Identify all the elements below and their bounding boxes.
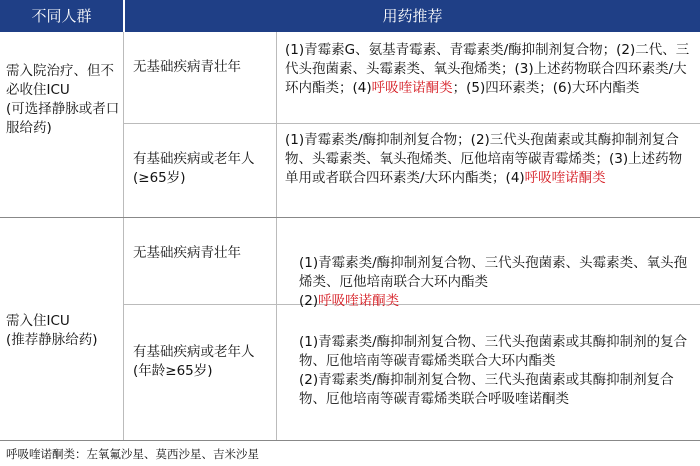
column-divider-2 [276,32,277,440]
footnote: 呼吸喹诺酮类：左氧氟沙星、莫西沙星、吉米沙星 [6,447,259,461]
population-elderly-comorbid: 有基础疾病或老年人 (年龄≥65岁) [133,344,255,379]
group-label-hospitalized: 需入院治疗、但不必收住ICU (可选择静脉或者口服给药) [6,63,120,136]
recommendation-2: (1)青霉素类/酶抑制剂复合物；(2)三代头孢菌素或其酶抑制剂复合物、头霉素类、氧头孢烯类、厄他培南等碳青霉烯类；(3)上述药物单用或者联合四环素类/大环内酯类；(4)呼吸喹诺酮类 [285,132,683,186]
highlight-fluoroquinolone: 呼吸喹诺酮类 [371,80,453,96]
group-label-icu: 需入住ICU (推荐静脉给药) [6,313,98,348]
table-header [0,0,700,32]
table-bottom-line [0,440,700,441]
recommendation-1: (1)青霉素G、氨基青霉素、青霉素类/酶抑制剂复合物；(2)二代、三代头孢菌素、头霉素类、氧头孢烯类；(3)上述药物联合四环素类/大环内酯类；(4)呼吸喹诺酮类；(5)四环素类；(6)大环内酯类 [285,42,690,96]
highlight-fluoroquinolone: 呼吸喹诺酮类 [318,293,400,309]
group-divider [0,217,700,218]
recommendation-4: (1)青霉素类/酶抑制剂复合物、三代头孢菌素或其酶抑制剂的复合物、厄他培南等碳青霉烯类联合大环内酯类 (2)青霉素类/酶抑制剂复合物、三代头孢菌素或其酶抑制剂复合物、厄他培南等碳青霉烯类联合呼吸喹诺酮类 [299,334,688,407]
row-divider-1 [123,123,700,124]
population-young-healthy: 无基础疾病青壮年 [133,245,241,261]
population-young-healthy: 无基础疾病青壮年 [133,59,241,75]
header-population: 不同人群 [31,7,92,25]
header-recommendation: 用药推荐 [382,7,443,25]
population-elderly-comorbid: 有基础疾病或老年人(≥65岁) [133,151,255,186]
column-divider-1 [123,32,124,440]
recommendation-3: (1)青霉素类/酶抑制剂复合物、三代头孢菌素、头霉素类、氧头孢烯类、厄他培南联合大环内酯类 (2)呼吸喹诺酮类 [299,255,688,309]
highlight-fluoroquinolone: 呼吸喹诺酮类 [524,170,606,186]
